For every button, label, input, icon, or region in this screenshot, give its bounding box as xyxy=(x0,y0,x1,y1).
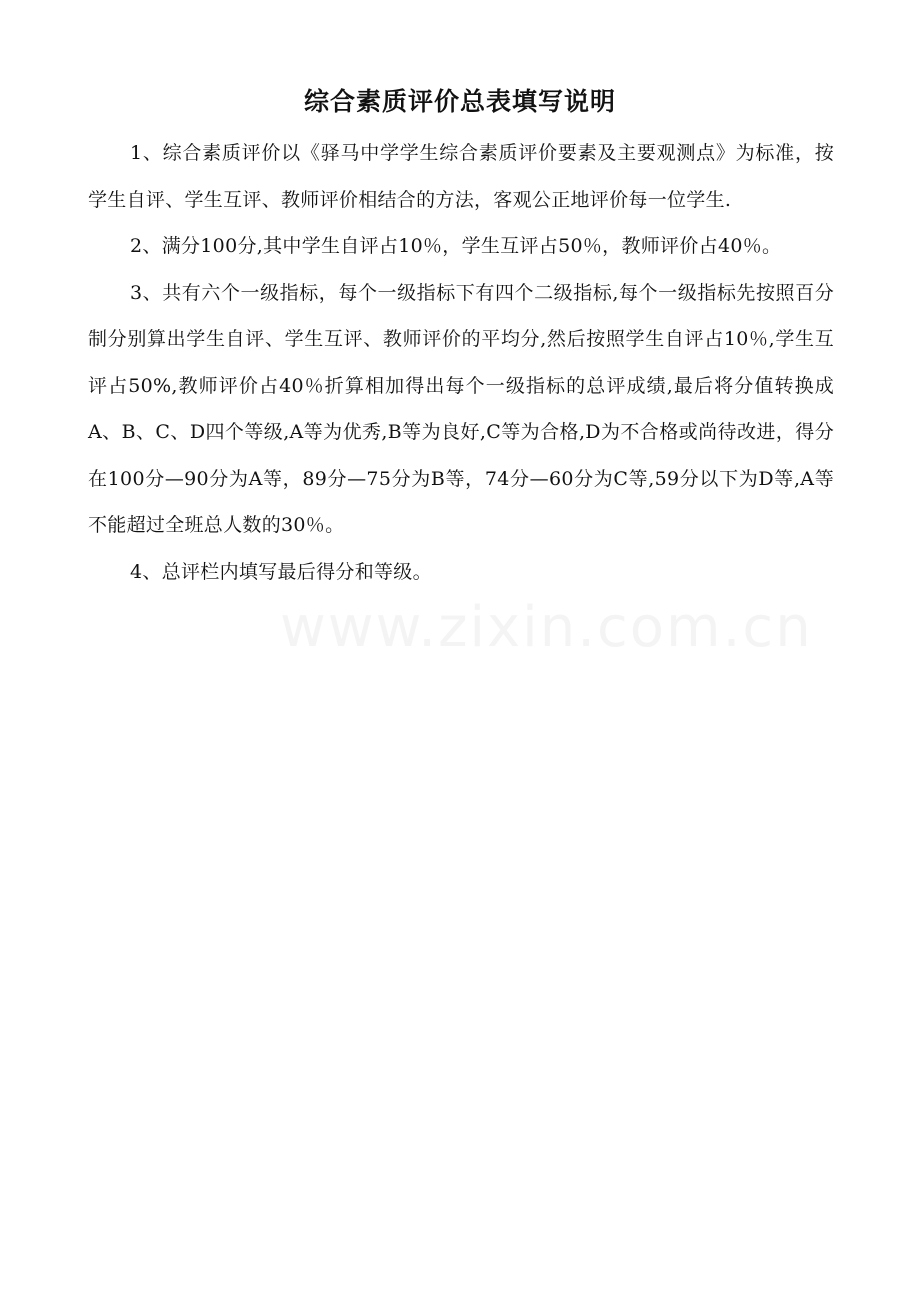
watermark: www.zixin.com.cn xyxy=(280,595,813,660)
paragraph-2: 2、满分100分,其中学生自评占10％，学生互评占50％，教师评价占40％。 xyxy=(130,235,782,257)
paragraph-1: 1、综合素质评价以《驿马中学学生综合素质评价要素及主要观测点》为标准，按学生自评、学生互评、教师评价相结合的方法，客观公正地评价每一位学生. xyxy=(88,142,834,211)
document-body xyxy=(88,130,834,595)
paragraph-3: 3、共有六个一级指标，每个一级指标下有四个二级指标,每个一级指标先按照百分制分别算出学生自评、学生互评、教师评价的平均分,然后按照学生自评占10％,学生互评占50%,教师评价占40％折算相加得出每个一级指标的总评成绩,最后将分值转换成A、B、C、D四个等级,A等为优秀,B等为良好,C等为合格,D为不合格或尚待改进，得分在100分—90分为A等，89分—75分为B等，74分—60分为C等,59分以下为D等,A等不能超过全班总人数的30％。 xyxy=(88,281,834,536)
paragraph-4: 4、总评栏内填写最后得分和等级。 xyxy=(130,560,432,583)
document-title: 综合素质评价总表填写说明 xyxy=(303,87,616,116)
